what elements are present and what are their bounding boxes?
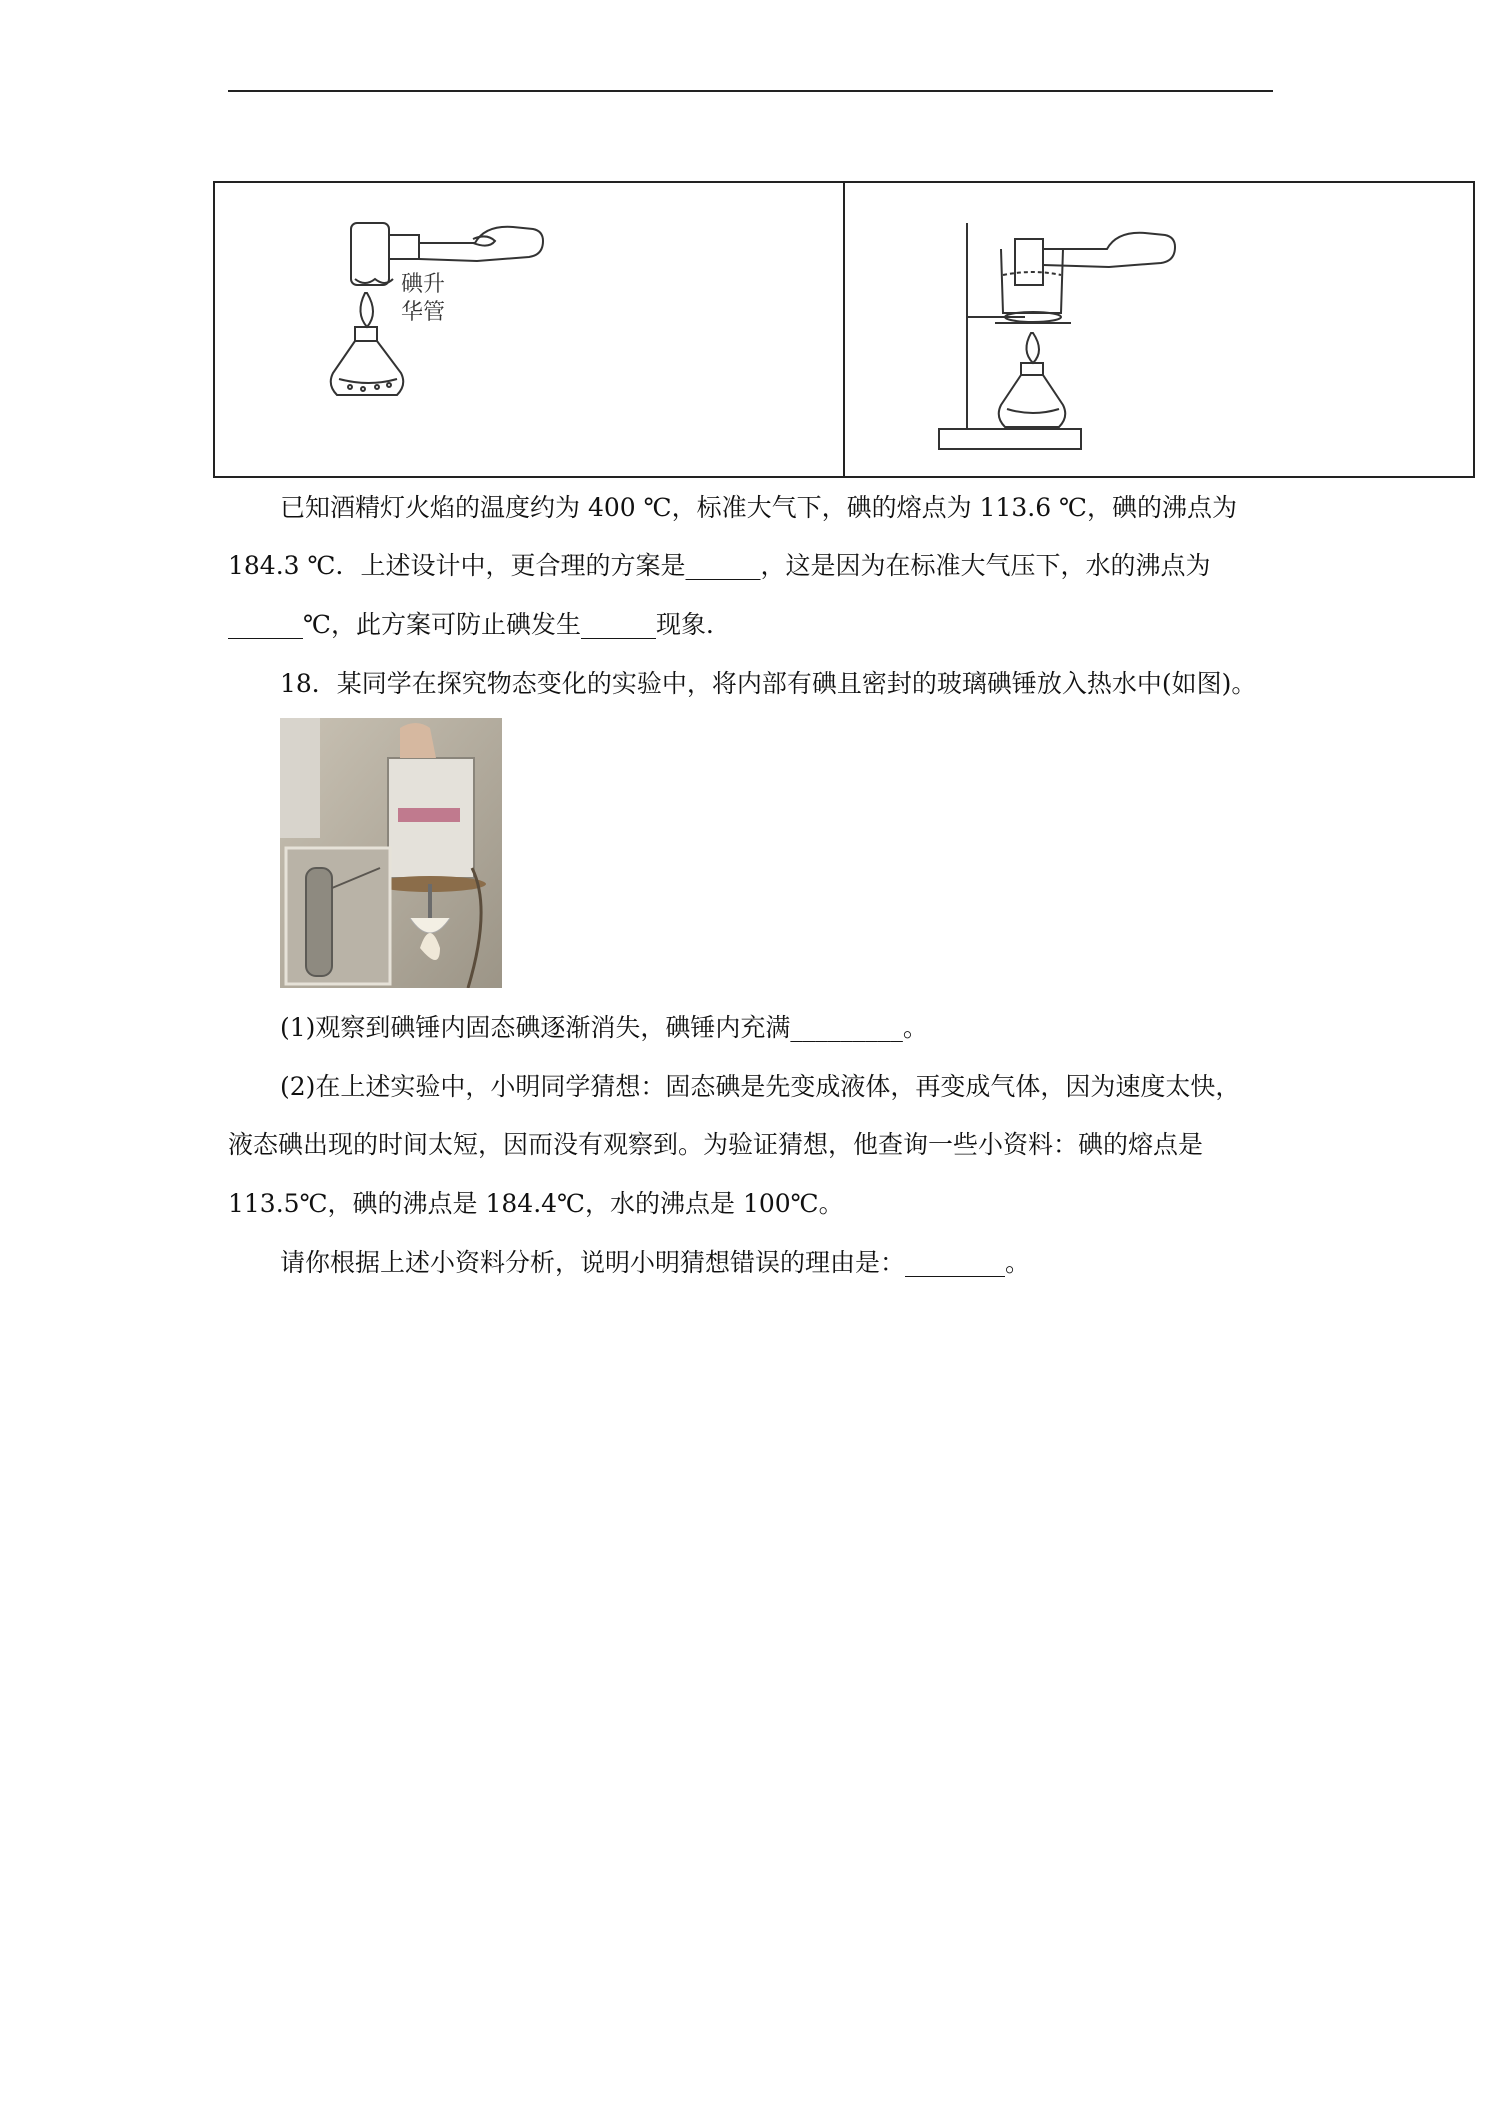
label-iodine-sublimation-tube-1: 碘升 xyxy=(401,272,446,297)
alcohol-lamp xyxy=(331,341,404,395)
iodine-hammer-photo xyxy=(280,718,502,988)
hand-holding-tube xyxy=(419,227,543,261)
alcohol-lamp xyxy=(999,375,1066,427)
iodine-hammer-inset xyxy=(306,868,332,976)
iodine-hammer-in-beaker xyxy=(398,808,460,822)
direct-heating-diagram xyxy=(215,183,841,476)
sublimation-tube xyxy=(351,223,389,285)
flame xyxy=(1026,333,1039,363)
water-bath-diagram xyxy=(845,183,1477,476)
question-18-part-2-line: (2)在上述实验中，小明同学猜想：固态碘是先变成液体，再变成气体，因为速度太快， xyxy=(280,1072,1241,1101)
question-18: 18．某同学在探究物态变化的实验中，将内部有碘且密封的玻璃碘锤放入热水中(如图)。 xyxy=(280,669,1257,698)
paragraph-line: ______℃，此方案可防止碘发生______现象． xyxy=(228,610,731,639)
flame xyxy=(360,293,373,327)
figure-cell-direct-heating xyxy=(215,183,843,476)
figure-cell-water-bath xyxy=(843,183,1473,476)
paragraph-line: 已知酒精灯火焰的温度约为 400 ℃，标准大气下，碘的熔点为 113.6 ℃，碘的沸点为 xyxy=(280,493,1238,522)
question-18-part-2-line: 液态碘出现的时间太短，因而没有观察到。为验证猜想，他查询一些小资料：碘的熔点是 xyxy=(228,1130,1204,1159)
beaker xyxy=(1001,249,1063,313)
header-rule xyxy=(228,90,1273,92)
question-18-part-1: (1)观察到碘锤内固态碘逐渐消失，碘锤内充满_________。 xyxy=(280,1013,928,1042)
figure-table xyxy=(213,181,1475,478)
iodine-crystals xyxy=(355,279,393,283)
stand-base xyxy=(939,429,1081,449)
paragraph-line: 184.3 ℃．上述设计中，更合理的方案是______，这是因为在标准大气压下，水的沸点为 xyxy=(228,551,1211,580)
lamp-wick-holder xyxy=(355,327,377,341)
question-18-part-2-line: 113.5℃，碘的沸点是 184.4℃，水的沸点是 100℃。 xyxy=(228,1189,844,1218)
question-18-part-3: 请你根据上述小资料分析，说明小明猜想错误的理由是：________。 xyxy=(280,1248,1031,1277)
sublimation-tube xyxy=(1015,239,1043,285)
tube-neck xyxy=(389,235,419,259)
label-iodine-sublimation-tube-2: 华管 xyxy=(401,300,446,325)
